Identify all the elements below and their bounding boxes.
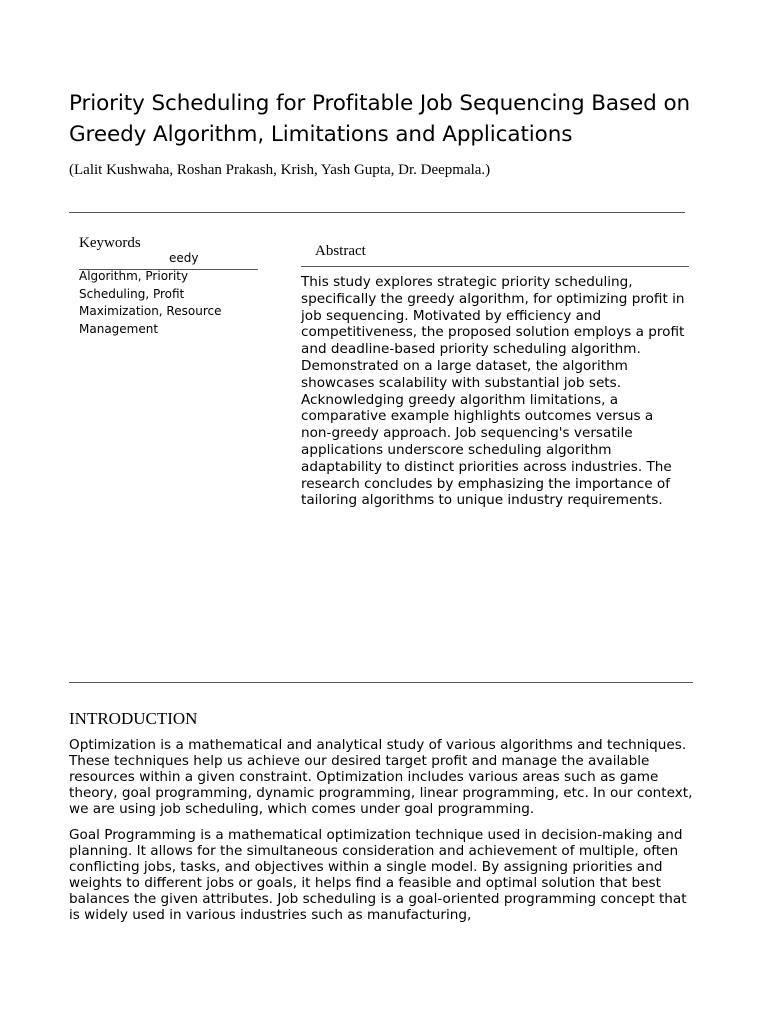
paper-title: Priority Scheduling for Profitable Job Sequencing Based on Greedy Algorithm, Limitations and Applications	[69, 91, 691, 147]
keywords-heading: Keywords	[79, 235, 141, 251]
introduction-paragraph-2	[69, 828, 701, 923]
introduction-paragraph-1: Optimization is a mathematical and analytical study of various algorithms and techniques. These techniques help us achieve our desired target profit and manage the available resources within a given constraint. Optimization includes various areas such as game theory, goal programming, dynamic programming, linear programming, etc. In our context, we are using job scheduling, which comes under goal programming.	[69, 737, 693, 817]
abstract-divider	[301, 266, 689, 267]
abstract-text: This study explores strategic priority scheduling, specifically the greedy algorithm, for optimizing profit in job sequencing. Motivated by efficiency and competitiveness, the proposed solution employs a profit and deadline-based priority scheduling algorithm. Demonstrated on a large dataset, the algorithm showcases scalability with substantial job sets. Acknowledging greedy algorithm limitations, a comparative example highlights outcomes versus a non-greedy approach. Job sequencing's versatile applications underscore scheduling algorithm adaptability to distinct priorities across industries. The research concludes by emphasizing the importance of tailoring algorithms to unique industry requirements.	[301, 274, 685, 509]
keywords-text	[79, 250, 251, 339]
introduction-heading: INTRODUCTION	[69, 709, 198, 728]
introduction-paragraph-2-text: is a mathematical optimization technique used in decision-making and planning. It allows for the simultaneous consideration and achievement of multiple, often conflicting jobs, tasks, and objectives within a single model. By assigning priorities and weights to different jobs or goals, it helps find a feasible and optimal solution that best balances the given attributes. Job scheduling is a goal-oriented programming concept that is widely used in various industries such as manufacturing,	[69, 827, 687, 923]
abstract-heading: Abstract	[315, 243, 366, 259]
section-divider	[69, 682, 693, 683]
keywords-first-line: eedy	[169, 251, 199, 265]
header-divider	[69, 212, 685, 213]
author-list: (Lalit Kushwaha, Roshan Prakash, Krish, Yash Gupta, Dr. Deepmala.)	[69, 162, 491, 178]
keywords-divider	[79, 269, 258, 270]
keywords-list: Algorithm, Priority Scheduling, Profit Maximization, Resource Management	[79, 268, 222, 337]
goal-programming-term: Goal Programming	[69, 827, 196, 843]
